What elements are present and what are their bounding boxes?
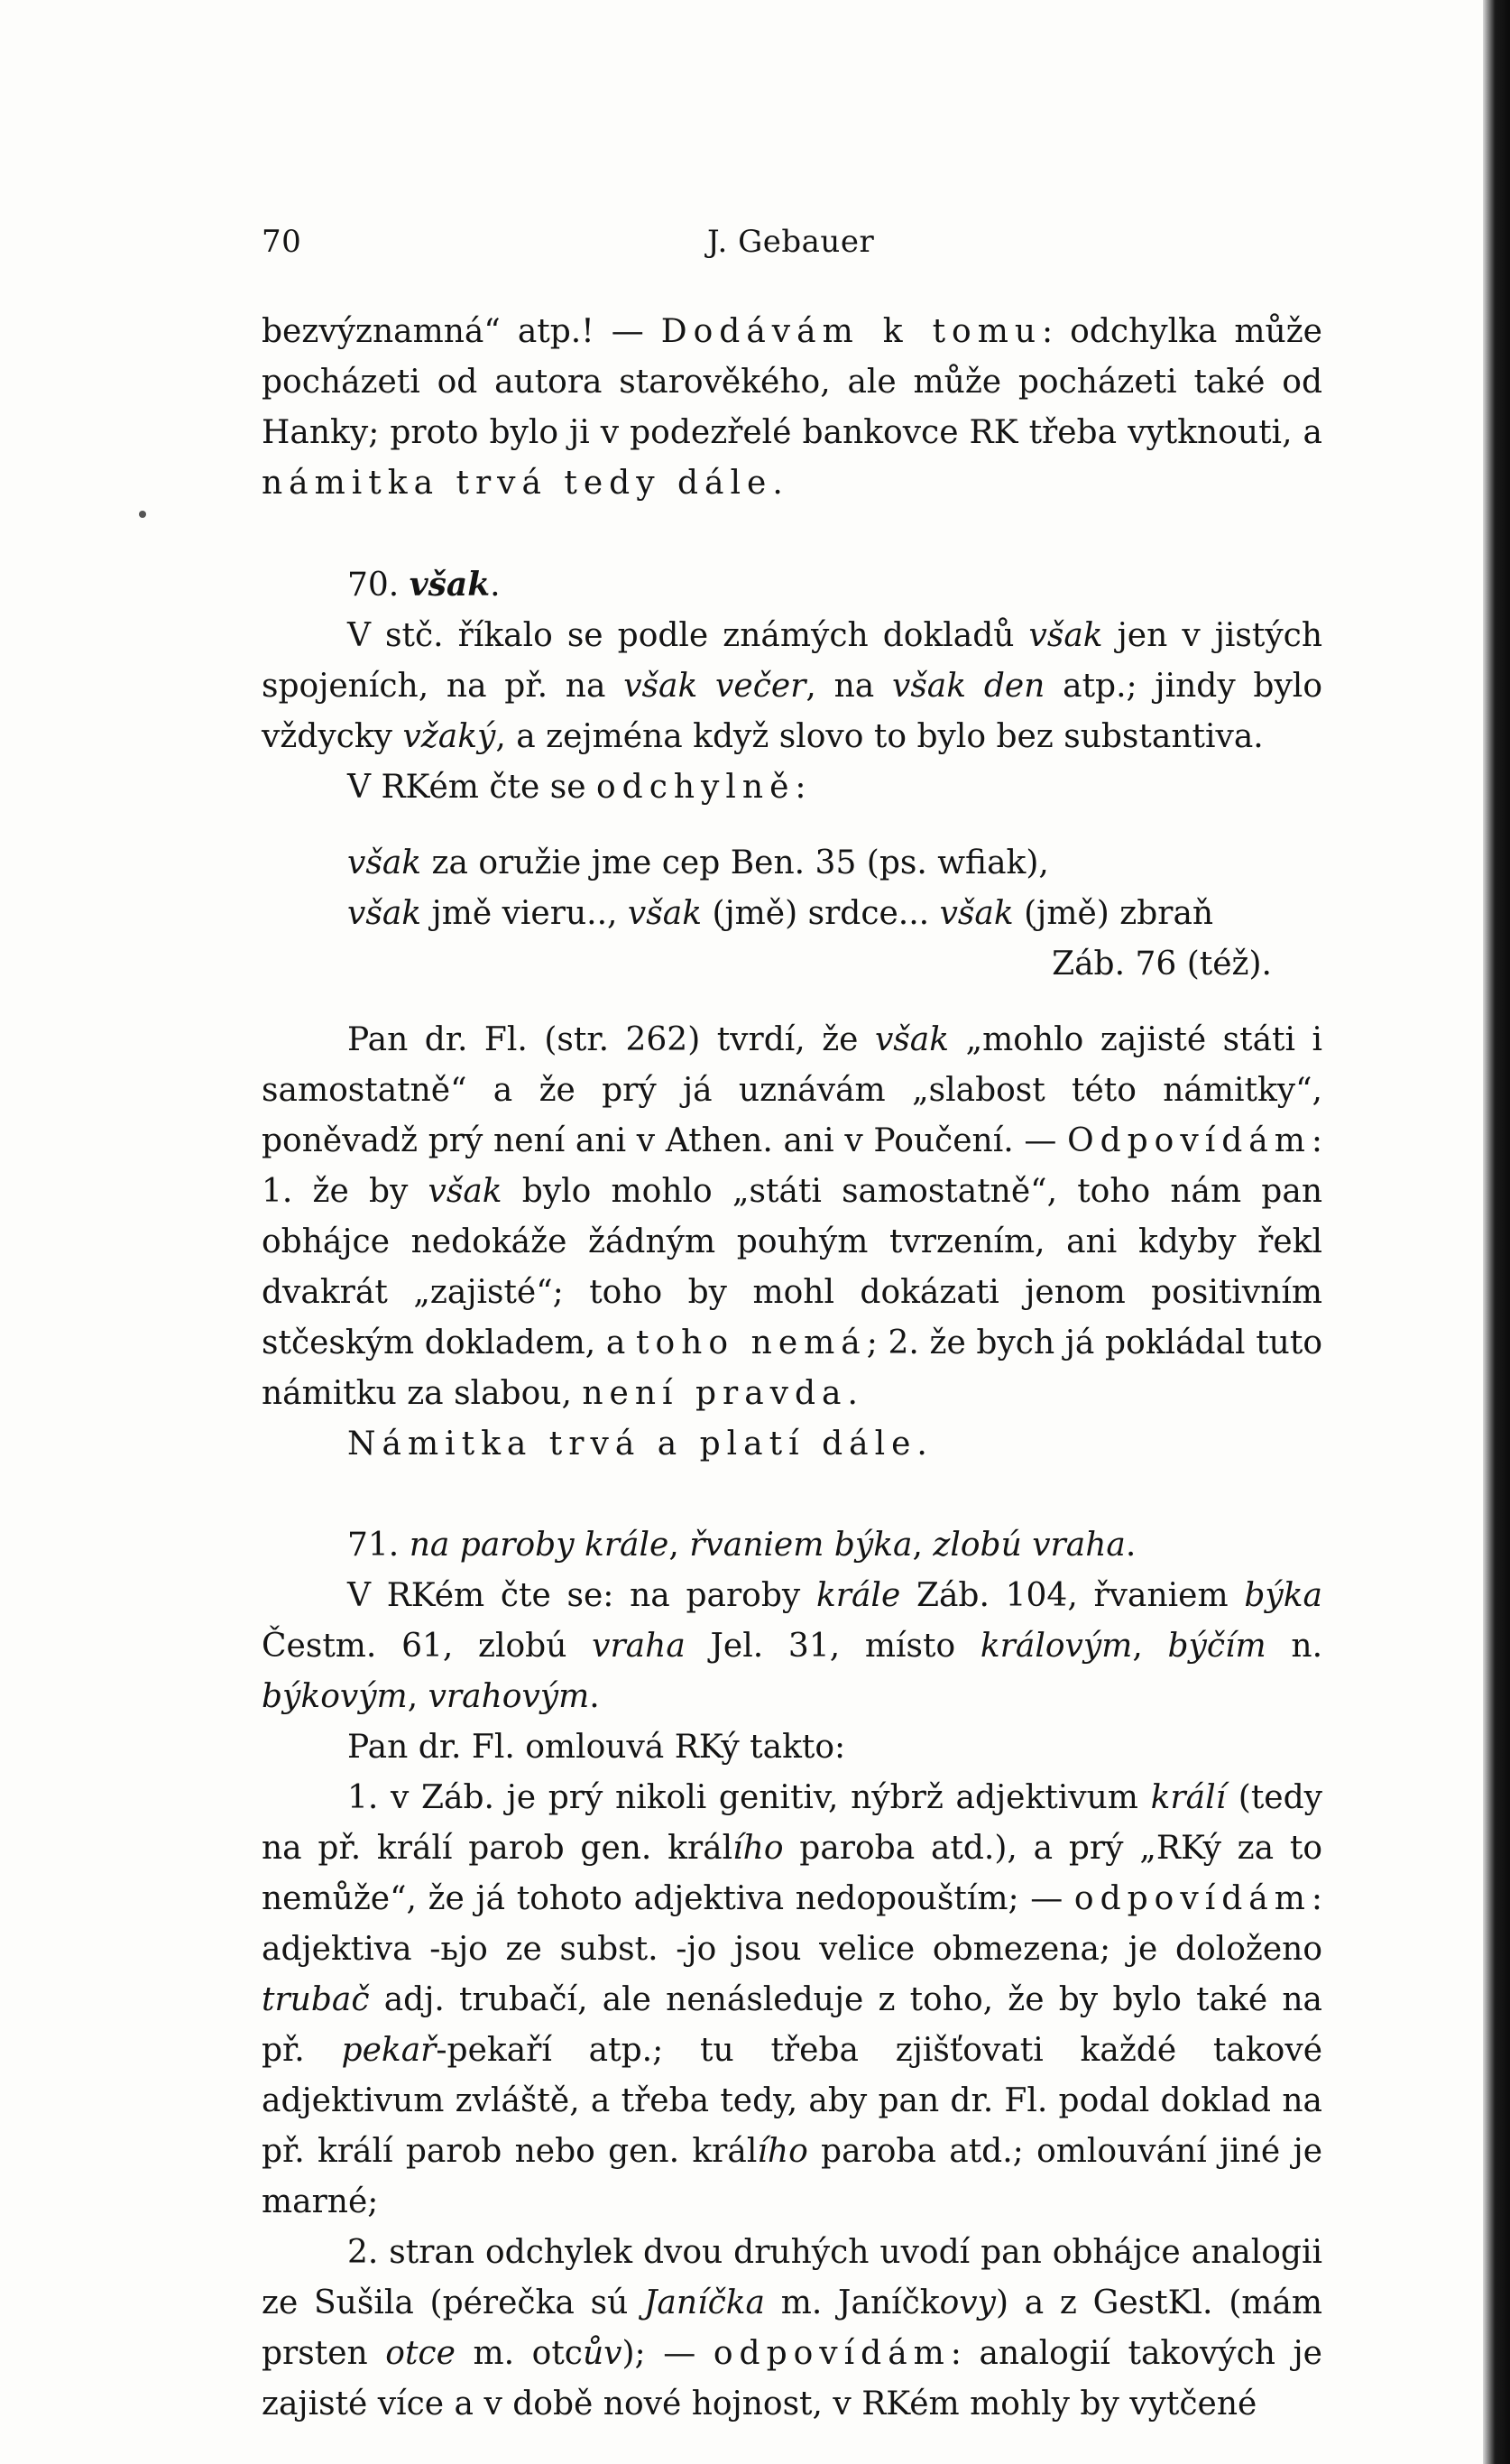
text-block — [262, 307, 1322, 2430]
quote-line-2: však jmě vieru.., však (jmě) srdce... však (jmě) zbraň — [347, 895, 1214, 932]
paragraph-70-4: Námitka trvá a platí dále. — [347, 1426, 927, 1463]
scan-edge — [1483, 0, 1510, 2464]
paragraph-70-3: Pan dr. Fl. (str. 262) tvrdí, že však „mohlo zajisté státi i samostatně“ a že prý já uznávám „slabost této námitky“, poněvadž prý není ani v Athen. ani v Poučení. — Odpovídám: 1. že by však bylo mohlo „státi samostatně“, toho nám pan obhájce nedokáže žádným pouhým tvrzením, ani kdyby řekl dvakrát „zajisté“; toho by mohl dokázati jenom positivním stčeským dokladem, a toho nemá; 2. že bych já pokládal tuto námitku za slabou, není pravda. — [262, 1021, 1323, 1412]
section-heading-71: 71. na paroby králе, řvaniem býka, zlobú vraha. — [347, 1527, 1137, 1564]
paragraph-intro: bezvýznamná“ atp.! — Dodávám k tomu: odchylka může pocházeti od autora starověkého, ale může pocházeti také od Hanky; proto bylo ji v podezřelé bankovce RK třeba vytknouti, a námitka trvá tedy dále. — [262, 313, 1322, 502]
running-title: J. Gebauer — [707, 224, 875, 260]
section-heading-70: 70. však. — [347, 566, 501, 604]
page-number: 70 — [262, 224, 302, 260]
paragraph-71-2: Pan dr. Fl. omlouvá RKý takto: — [347, 1729, 846, 1766]
quote-line-1: však za oružie jme cep Ben. 35 (ps. wfiak), — [347, 844, 1049, 881]
list-item-1: 1. v Záb. je prý nikoli genitiv, nýbrž adjektivum králí (tedy na př. králí parob gen. králího paroba atd.), a prý „RKý za to nemůže“, že já tohoto adjektiva nedopouštím; — odpovídám: adjektiva -ьjo ze subst. -jo jsou velice obmezena; je doloženo trubač adj. trubačí, ale nenásleduje z toho, že by bylo také na př. pekař-pekaří atp.; tu třeba zjišťovati každé takové adjektivum zvláště, a třeba tedy, aby pan dr. Fl. podal doklad na př. králí parob nebo gen. králího paroba atd.; omlouvání jiné je marné; — [262, 1779, 1323, 2220]
paragraph-70-2: V RKém čte se odchylně: — [347, 769, 806, 806]
list-item-2: 2. stran odchylek dvou druhých uvodí pan obhájce analogii ze Sušila (pérečka sú Janíčka m. Janíčkovy) a z GestKl. (mám prsten otce m. otcův); — odpovídám: analogií takových je zajisté více a v době nové hojnost, v RKém mohly by vytčené — [262, 2234, 1322, 2422]
paragraph-71-1: V RKém čte se: na paroby krále Záb. 104, řvaniem býka Čestm. 61, zlobú vraha Jel. 31, místo královým, býčím n. býkovým, vrahovým. — [262, 1577, 1323, 1715]
scan-speck — [139, 511, 146, 518]
quote-line-3: Záb. 76 (též). — [1052, 946, 1272, 983]
paragraph-70-1: V stč. říkalo se podle známých dokladů však jen v jistých spojeních, na př. na však večer, na však den atp.; jindy bylo vždycky vžaký, a zejména když slovo to bylo bez substantiva. — [262, 617, 1323, 755]
